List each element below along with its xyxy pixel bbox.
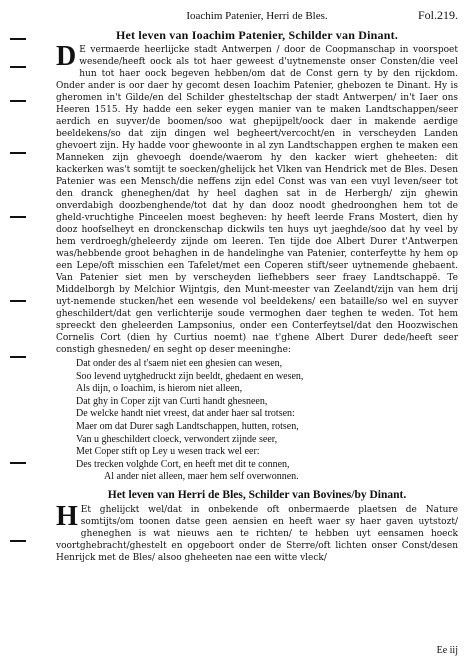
poem-line: Met Coper stift op Ley u wesen track wel eer:	[76, 446, 260, 458]
poem-line: Al ander niet alleen, maer hem self overwonnen.	[104, 471, 299, 483]
paragraph-patenier: E vermaerde heerlijcke stadt Antwerpen / door de Coopmanschap in voorspoet wesende/heeft oock als tot haer geweest d'uytnemenste onser Consten/die veel hun tot haer oock begeven hebben/om dat de Const gern ty by den rijckdom. Onder ander is oor daer hy gecomt desen Ioachim Patenier, ghebozen te Dinant. Hy is gheromen in't Gilde/en del Schilder ghesteltschap der stadt Antwerpen/ in't Iaer ons Heeren 1515. Hy hadde een seker eygen manier van te maken Landtschappen/seer aerdich en suyver/de boomen/soo wat ghepijpelt/oock daer in makende aerdige beeldekens/so dat zijn dingen wel begheert/vercocht/en in verscheyden Landen ghevoert zijn. Hy hadde voor ghewoonte in al zyn Landtschappen erghen te maken een Manneken zijn ghevoegh doende/waerom hy den kacker wiert gheheeten: dit kackerken was't somtijt te soecken/ghelijck het Vlken van Hendrick met de Bles. Desen Patenier was een Mensch/die neffens zijn edel Const was van een vuyl leven/seer tot den dranck gheneghen/dat hy heel daghen sat in de Herbergh/ zijn ghewin onverdabigh doozbenghende/tot dat hy dan dooz noodt ghedroonghen hem tot de gheld-vruchtighe Pinceelen moest begheven: hy heeft leerde Frans Mostert, dien hy dooz hoofselheyt en dronckenschap dickwils ten huys uyt jaeghde/soo dat hy veel by hem verdroegh/gheleerdy zijnde om leeren. Ten tijde doe Albert Durer t'Antwerpen was/hebbende groot behaghen in de handelinghe van Patenier, conterfeytte hy hem op een Lepe/oft misschien een Tafelet/met een Coperen stift/seer uytnemende ghebaent. Van Patenier siet men by verscheyden liefhebbers seer fraey Landtschappë. Te Middelborgh by Melchior Wijntgis, den Munt-meester van Zeelandt/zijn van hem drij uyt-nemende stucken/het een wesende vol beeldekens/ een bataille/so wel en suyver gheschildert/dat gen verlichterije soude vermoghen daer teghen te weden. Tot hem spreeckt den gheleerden Lampsonius, onder een Conterfeytsel/dat den Hoozwischen Cornelis Cort (dien hy Curtius noemt) nae t'ghene Albert Durer dede/heeft seer constigh ghesneden/ en seght op deser meeninghe:	[56, 45, 458, 355]
poem-line: Dat ghy in Coper zijt van Curti handt ghesneen,	[76, 395, 268, 407]
section-body-bles	[56, 500, 458, 564]
drop-cap: H	[56, 500, 78, 532]
section-heading-bles: Het leven van Herri de Bles, Schilder van Bovines/by Dinant.	[107, 488, 407, 501]
margin-mark	[10, 152, 26, 154]
catchwords: Ee iij	[436, 645, 458, 656]
margin-mark	[10, 66, 26, 68]
margin-mark	[10, 38, 26, 40]
margin-mark	[10, 300, 26, 302]
paragraph-bles: Et ghelijckt wel/dat in onbekende oft onbermaerde plaetsen de Nature somtijts/om toonen datse geen aensien en heeft waer sy haer gaven uytstozt/ gheneghen is wat nieuws aen te richten/ te hebben uyt eensamen hoeck voortghebracht/ghestelt en opgeboort onder de Sterre/oft lichten onser Const/desen Henrijck met de Bles/ alsoo gheheeten nae een witte vleck/	[56, 504, 458, 563]
poem-line: Als dijn, o Ioachim, is hierom niet alleen,	[76, 383, 243, 395]
poem-line: Dat onder des al t'saem niet een ghesien can wesen,	[76, 358, 283, 369]
margin-mark	[10, 216, 26, 218]
margin-marks	[10, 0, 30, 660]
poem-line: Van u gheschildert cloeck, verwondert zijnde seer,	[76, 433, 278, 445]
drop-cap: D	[56, 41, 77, 72]
margin-mark	[10, 356, 26, 358]
running-title: Ioachim Patenier, Herri de Bles.	[186, 10, 328, 22]
poem-line: Soo levend uytghedruckt zijn beeldt, ghedaent en wesen,	[76, 370, 304, 382]
margin-mark	[10, 100, 26, 102]
text-column	[56, 8, 458, 564]
poem-line: Maer om dat Durer sagh Landtschappen, hutten, rotsen,	[76, 420, 299, 432]
poem	[76, 358, 458, 484]
poem-line: Des trecken volghde Cort, en heeft met dit te connen,	[76, 458, 290, 470]
section-heading-patenier: Het leven van Ioachim Patenier, Schilder van Dinant.	[115, 28, 399, 42]
page-header	[56, 8, 458, 23]
margin-mark	[10, 462, 26, 464]
poem-line: De welcke handt niet vreest, dat ander haer sal trotsen:	[76, 408, 295, 420]
folio-number: Fol.219.	[417, 8, 458, 22]
margin-mark	[10, 540, 26, 542]
section-body-patenier	[56, 41, 458, 356]
